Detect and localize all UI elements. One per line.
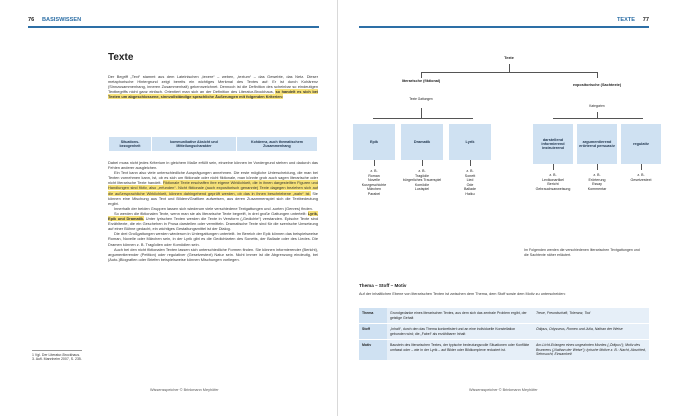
text-types-diagram — [339, 0, 677, 260]
example-item: Erörterung — [588, 177, 606, 182]
intro-highlight: so handelt es sich bei Texten um abgeschlossene, sinnvollständige sprachliche Äußerungen mit folgenden Kriterien: — [108, 89, 318, 100]
example-list — [575, 173, 619, 191]
connector — [421, 72, 422, 78]
connector — [421, 108, 422, 118]
example-item: Essay — [592, 182, 602, 187]
category-box-regulative: regulativ — [621, 124, 661, 164]
expository-subtitle: Kategorien — [589, 104, 605, 108]
table-row — [359, 308, 649, 324]
body-text — [108, 160, 318, 262]
example-item: Lustspiel — [414, 187, 430, 192]
right-page — [339, 0, 677, 416]
category-box-informing: darstellend informierend instruierend — [533, 124, 573, 164]
text: Unter lyrischen Texten werden die Texte in Versform („Gedichte“) verstanden. Epische Texte sind Erzähltexte, die ein Geschehen in Prosa darstellen oder vermitteln. Dramatische Texte sind für die szenische Umsetzung auf einer Bühne gedacht, ein wichtiges Gestaltungsmittel ist der Dialog. — [108, 216, 319, 232]
table-row — [359, 340, 649, 361]
intro-text: Der Begriff „Text“ stammt aus dem Lateinischen „texere“ – weben, „textum“ – das Gewebte, das Netz. Dieser metaphorische Hintergrund zeigt bereits ein wichtiges Merkmal des Textes auf: Er ist durch Kohärenz (Sinnzusammenhang, inneren Zusammenhalt) gekennzeichnet. Dennoch ist die Definition des scheinbar so eindeutigen Textbegriffs nicht ganz einfach. Orientiert man sich an der Definition des Literatur-Brockhaus, — [108, 74, 318, 95]
example-item: z. B. — [637, 173, 645, 177]
example-list — [619, 173, 663, 182]
table-row — [359, 324, 649, 340]
page-number: 77 — [642, 17, 649, 23]
row-key: Stoff — [359, 324, 387, 340]
connector — [553, 164, 554, 170]
genre-box-lyrik: Lyrik — [449, 124, 491, 160]
connector — [509, 64, 510, 72]
footnote: 1 Vgl. Der Literatur-Brockhaus. 3. Aufl. Mannheim 2007, S. 235. — [32, 350, 82, 362]
example-list — [529, 173, 577, 191]
example-list — [347, 169, 401, 197]
literary-subtitle: Texte Gattungen — [409, 97, 433, 101]
row-examples: Am-Licht-Erlangen eines ungeahnten Mordes („Ödipus“); Motiv des Brunnens („Nathan der Weise“); lyrische Motive z. B.: Nacht, Abschied, Sehnsucht, Einsamkeit — [533, 340, 649, 361]
paragraph: Auch bei den nicht fiktionalen Texten lassen sich unterschiedliche Formen finden. Sie können informierender (Bericht), argumentierender (Petition) oder regulativer (Gesetzestext) Natur sein. Nicht immer ist die Abgrenzung eindeutig, bei (Auto-)Biografien oder Briefen beispielsweise können Mischungen vorliegen. — [108, 246, 318, 262]
row-definition: Baustein des literarischen Textes, der typische bedeutungsvolle Situationen oder Konflikte umfasst oder – wie in der Lyrik – auf Bilder oder Bildkomplexe reduziert ist. — [387, 340, 533, 361]
example-item: Ballade — [464, 187, 476, 192]
genre-box-epik: Epik — [353, 124, 395, 160]
example-item: Lied — [466, 178, 474, 183]
example-item: z. B. — [549, 173, 557, 177]
page-footer: Wissensspeicher © Brinkmann Meyhöfer — [150, 388, 219, 392]
row-key: Thema — [359, 308, 387, 324]
row-definition: Grundgedanke eines literarischen Textes, aus dem sich das zentrale Problem ergibt, der geistige Gehalt — [387, 308, 533, 324]
connector — [470, 160, 471, 166]
highlight: Lyrik, Epik und Dramatik. — [108, 210, 318, 222]
intro-paragraph — [108, 74, 318, 99]
genre-box-dramatik: Dramatik — [401, 124, 443, 160]
section-heading: Thema – Stoff – Motiv — [359, 283, 407, 288]
criteria-cell: Situations-bezogenheit — [109, 137, 152, 152]
example-item: Haiku — [465, 191, 475, 196]
paragraph: Die drei Großgattungen werden wiederum in Untergattungen unterteilt. Im Bereich der Epik können das beispielsweise Roman, Novelle oder Märchen sein, in der Lyrik gibt es die Gedichtarten des Sonetts, der Ballade oder des Liedes. Die Dramen können z. B. Tragödien oder Komödien sein. — [108, 231, 318, 247]
example-item: z. B. — [370, 169, 378, 173]
paragraph — [108, 170, 318, 206]
page-title: Texte — [108, 52, 134, 63]
criteria-table — [108, 136, 318, 152]
criteria-cell: Kohärenz, auch thematischem Zusammenhang — [236, 137, 317, 152]
highlight: Fiktionale Texte erschaffen ihre eigene Wirklichkeit, die in ihnen dargestellten Figuren und Handlungen sind fiktiv, also „erfunden“. Nicht fiktionale (auch expositorisch genannte) Texte dagegen beziehen sich auf die außersprachliche Wirklichkeit, können dahingehend geprüft werden, ob das in ihnen beschriebene „wahr“ ist. — [108, 180, 318, 196]
row-definition: „Inhalt“, durch den das Thema konkretisiert und an eine individuelle Konstellation gebunden wird; die „Fabel“ als erzählbarer Inhalt — [387, 324, 533, 340]
example-item: z. B. — [593, 173, 601, 177]
example-item: Komödie — [414, 182, 430, 187]
example-item: Kommentar — [587, 186, 607, 191]
example-item: Lexikonartikel — [542, 177, 564, 182]
text: So werden die fiktionalen Texte, wenn man sie als literarische Texte begreift, in drei große Gattungen unterteilt: — [114, 210, 308, 216]
row-examples: Treue, Freundschaft, Toleranz, Tod — [533, 308, 649, 324]
connector — [597, 72, 598, 78]
example-item: z. B. — [466, 169, 474, 173]
paragraph: Dabei muss nicht jedes Kriterium in gleichem Maße erfüllt sein, einzelne können im Vordergrund stehen und dadurch das Fehlen anderer ausgleichen. — [108, 160, 318, 171]
diagram-note: Im Folgenden werden die verschiedenen literarischen Textgattungen und die Sachtexte näher erläutert. — [524, 248, 640, 257]
connector — [422, 160, 423, 166]
example-item: Bericht — [547, 182, 559, 187]
example-item: Sonett — [464, 173, 476, 178]
connector — [373, 118, 473, 119]
connector — [421, 72, 597, 73]
theme-table — [359, 308, 649, 361]
page-number: 76 — [28, 17, 35, 23]
section-label: TEXTE — [616, 17, 635, 23]
branch-expository: expositorische (Sachtexte) — [572, 83, 622, 87]
connector — [374, 160, 375, 166]
example-item: Roman — [368, 173, 380, 178]
example-item: Ode — [466, 182, 474, 187]
category-box-arguing: argumentierend erörternd persuasiv — [577, 124, 617, 164]
example-item: Gebrauchsanweisung — [535, 186, 571, 191]
diagram-root: Texte — [504, 56, 514, 60]
branch-literary: literarische (fiktional) — [401, 79, 441, 83]
page-footer: Wissensspeicher © Brinkmann Meyhöfer — [469, 388, 538, 392]
example-item: Kurzgeschichte — [361, 182, 387, 187]
example-item: Gesetzestext — [630, 177, 652, 182]
left-page — [0, 0, 338, 416]
text: Sie können eine Mischung aus Text und Bildern/Grafiken aufweisen, aus deren Zusammenspiel sich die Textbedeutung ergibt. — [108, 190, 318, 206]
left-header — [28, 16, 319, 28]
example-item: Parabel — [367, 191, 381, 196]
paragraph — [108, 211, 318, 231]
connector — [597, 164, 598, 170]
example-item: Tragödie — [414, 173, 430, 178]
row-examples: Ödipus, Odysseus, Romeo und Julia, Nathan der Weise — [533, 324, 649, 340]
row-key: Motiv — [359, 340, 387, 361]
connector — [553, 118, 643, 119]
example-item: bürgerliches Trauerspiel — [402, 178, 442, 183]
connector — [641, 164, 642, 170]
example-item: Novelle — [368, 178, 380, 183]
example-item: z. B. — [418, 169, 426, 173]
criteria-cell: kommunikative Absicht und Mitteilungscharakter — [151, 137, 236, 152]
section-intro: Auf der inhaltlichen Ebene von literarischen Texten ist zwischen dem Thema, dem Stoff sowie dem Motiv zu unterscheiden: — [359, 292, 566, 296]
example-list — [447, 169, 493, 197]
section-label: BASISWISSEN — [42, 17, 82, 23]
text: Ein Text kann also viele unterschiedliche Ausprägungen annehmen. Die erste mögliche Unterscheidung, die man bei Texten vornehmen kann, ist, ob es sich um fiktionale oder nicht fiktionale, man könnte grob auch sagen literarische oder nicht literarische Texte handelt. — [108, 170, 318, 186]
paragraph: Innerhalb der beiden Gruppen lassen sich wiederum viele verschiedene Textgattungen und -sorten (Genres) finden. — [114, 205, 313, 211]
example-item: Märchen — [367, 187, 381, 192]
example-list — [397, 169, 447, 192]
